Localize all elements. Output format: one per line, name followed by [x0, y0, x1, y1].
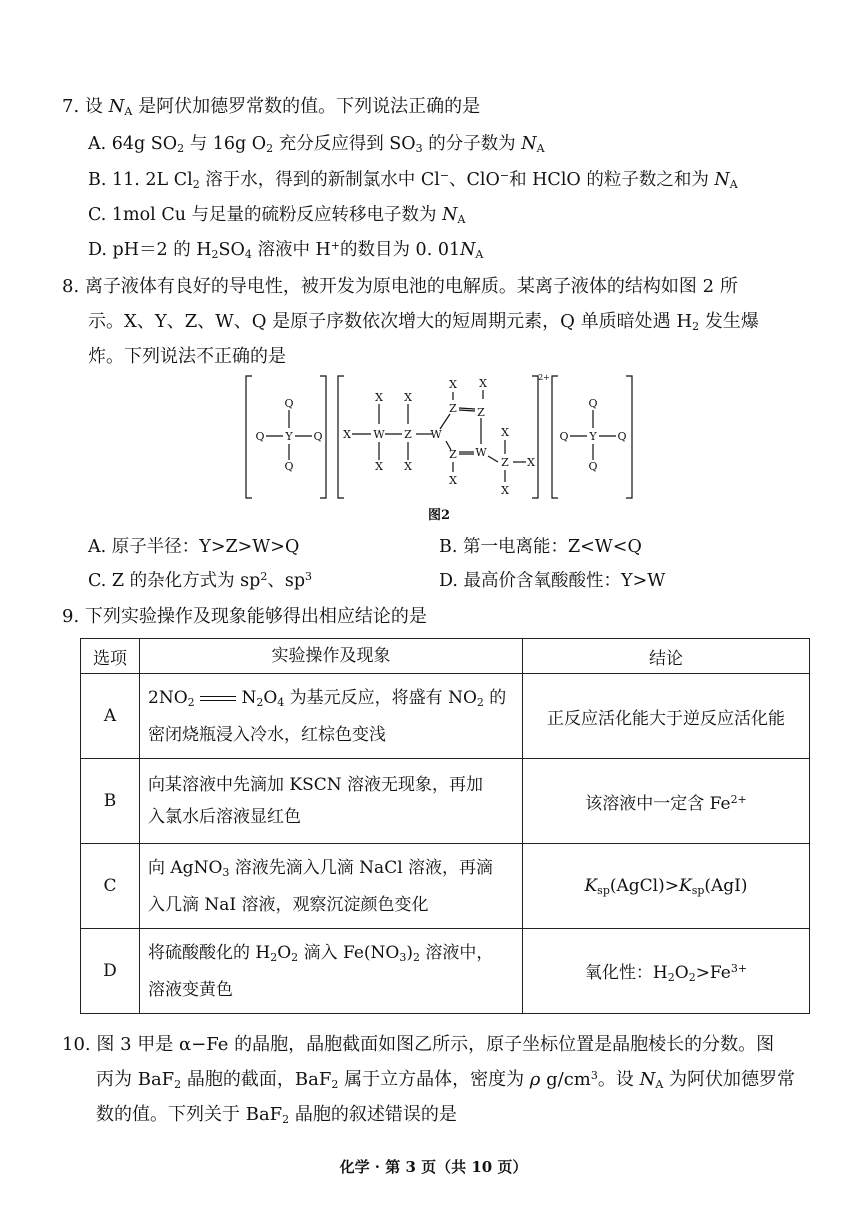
q7-option-d: D. pH＝2 的 $H_2SO_4$ 溶液中 H+的数目为 0. $01N_A$: [88, 239, 484, 261]
svg-text:X: X: [449, 378, 457, 391]
svg-text:X: X: [375, 391, 383, 404]
svg-text:X: X: [501, 426, 509, 439]
q8-option-d: D. 最高价含氧酸酸性：Y>W: [439, 571, 666, 591]
svg-text:Y: Y: [589, 430, 597, 443]
q9-number: 9.: [62, 606, 80, 627]
row-operation: 向 AgNO$_3$ 溶液先滴入几滴 NaCl 溶液，再滴 入几滴 NaI 溶液，观察沉淀颜色变化: [140, 844, 523, 929]
svg-text:X: X: [501, 484, 509, 497]
svg-text:Q: Q: [588, 397, 598, 410]
table-row: [81, 929, 810, 1014]
q10-stem-line2: 丙为 BaF$_2$ 晶胞的截面，BaF$_2$ 属于立方晶体，密度为 ρ $g/cm^3$。设 $N_A$ 为阿伏加德罗常: [96, 1069, 796, 1091]
q8-stem-line2: 示。X、Y、Z、W、Q 是原子序数依次增大的短周期元素，Q 单质暗处遇 $H_2$ 发生爆: [88, 311, 759, 333]
q8-stem-line1: 8. 离子液体有良好的导电性，被开发为原电池的电解质。某离子液体的结构如图 2 所: [62, 276, 738, 297]
svg-text:Q: Q: [284, 460, 294, 473]
table-header-row: [81, 639, 810, 674]
svg-text:Z: Z: [501, 456, 509, 469]
svg-text:2+: 2+: [538, 374, 550, 382]
svg-text:X: X: [375, 460, 383, 473]
svg-text:X: X: [479, 377, 487, 390]
table-header: 选项: [81, 639, 140, 674]
svg-text:Q: Q: [313, 430, 323, 443]
q7-option-a: A. 64g $SO_2$ 与 16g $O_2$ 充分反应得到 $SO_3$ 的分子数为 $N_A$: [88, 134, 545, 155]
q9-stem: 9. 下列实验操作及现象能够得出相应结论的是: [62, 606, 427, 627]
svg-text:X: X: [404, 460, 412, 473]
q8-option-c: C. Z 的杂化方式为 $sp^2$、$sp^3$: [88, 570, 313, 591]
svg-text:X: X: [343, 428, 351, 441]
svg-text:W: W: [475, 446, 487, 459]
row-conclusion: 氧化性：$H_2O_2>Fe^{3+}$: [523, 929, 810, 1014]
q8-stem-line3: 炸。下列说法不正确的是: [88, 346, 286, 367]
q8-number: 8.: [62, 276, 80, 297]
q7-stem: 7. 设 $N_A$ 是阿伏加德罗常数的值。下列说法正确的是: [62, 96, 481, 118]
table-header: 结论: [523, 639, 810, 674]
svg-text:Q: Q: [255, 430, 265, 443]
svg-text:Z: Z: [477, 406, 485, 419]
svg-text:Y: Y: [285, 430, 293, 443]
row-operation: 向某溶液中先滴加 KSCN 溶液无现象，再加 入氯水后溶液显红色: [140, 759, 523, 844]
ionic-liquid-structure-figure: [240, 374, 640, 504]
svg-text:Z: Z: [449, 448, 457, 461]
svg-text:W: W: [373, 428, 385, 441]
svg-text:Q: Q: [617, 430, 627, 443]
row-label: C: [81, 844, 140, 929]
svg-text:Q: Q: [588, 460, 598, 473]
q10-stem-line1: 10. 图 3 甲是 α−Fe 的晶胞，晶胞截面如图乙所示，原子坐标位置是晶胞棱长的分数。图: [62, 1034, 775, 1055]
q8-option-b: B. 第一电离能：Z<W<Q: [439, 537, 642, 557]
table-row: [81, 844, 810, 929]
svg-text:Q: Q: [559, 430, 569, 443]
row-operation: $2NO_2$ $N_2O_4$ 为基元反应，将盛有 $NO_2$ 的 密闭烧瓶浸入冷水，红棕色变浅: [140, 674, 523, 759]
svg-text:X: X: [404, 391, 412, 404]
q8-option-a: A. 原子半径：Y>Z>W>Q: [88, 537, 300, 557]
row-label: B: [81, 759, 140, 844]
svg-text:X: X: [527, 456, 535, 469]
svg-text:X: X: [449, 474, 457, 487]
row-conclusion: 该溶液中一定含 $Fe^{2+}$: [523, 759, 810, 844]
row-conclusion: 正反应活化能大于逆反应活化能: [523, 674, 810, 759]
svg-text:Z: Z: [449, 402, 457, 415]
page-footer: 化学 · 第 3 页（共 10 页）: [339, 1158, 528, 1176]
table-header: 实验操作及现象: [140, 639, 523, 674]
row-label: D: [81, 929, 140, 1014]
q7-number: 7.: [62, 96, 80, 117]
q10-stem-line3: 数的值。下列关于 BaF$_2$ 晶胞的叙述错误的是: [96, 1104, 457, 1126]
q7-option-b: B. 11. 2L $Cl_2$ 溶于水，得到的新制氯水中 Cl−、ClO−和 HClO 的粒子数之和为 $N_A$: [88, 169, 738, 191]
table-row: [81, 759, 810, 844]
q7-option-c: C. 1mol Cu 与足量的硫粉反应转移电子数为 $N_A$: [88, 205, 466, 226]
table-row: [81, 674, 810, 759]
row-label: A: [81, 674, 140, 759]
svg-text:Z: Z: [404, 428, 412, 441]
experiment-table: [80, 638, 810, 1014]
row-operation: 将硫酸酸化的 $H_2O_2$ 滴入 $Fe(NO_3)_2$ 溶液中， 溶液变黄色: [140, 929, 523, 1014]
svg-text:Q: Q: [284, 397, 294, 410]
svg-text:W: W: [430, 428, 442, 441]
q10-number: 10.: [62, 1034, 91, 1055]
row-conclusion: $K_{sp}(AgCl)>K_{sp}(AgI)$: [523, 844, 810, 929]
figure-2-caption: 图2: [428, 508, 451, 523]
